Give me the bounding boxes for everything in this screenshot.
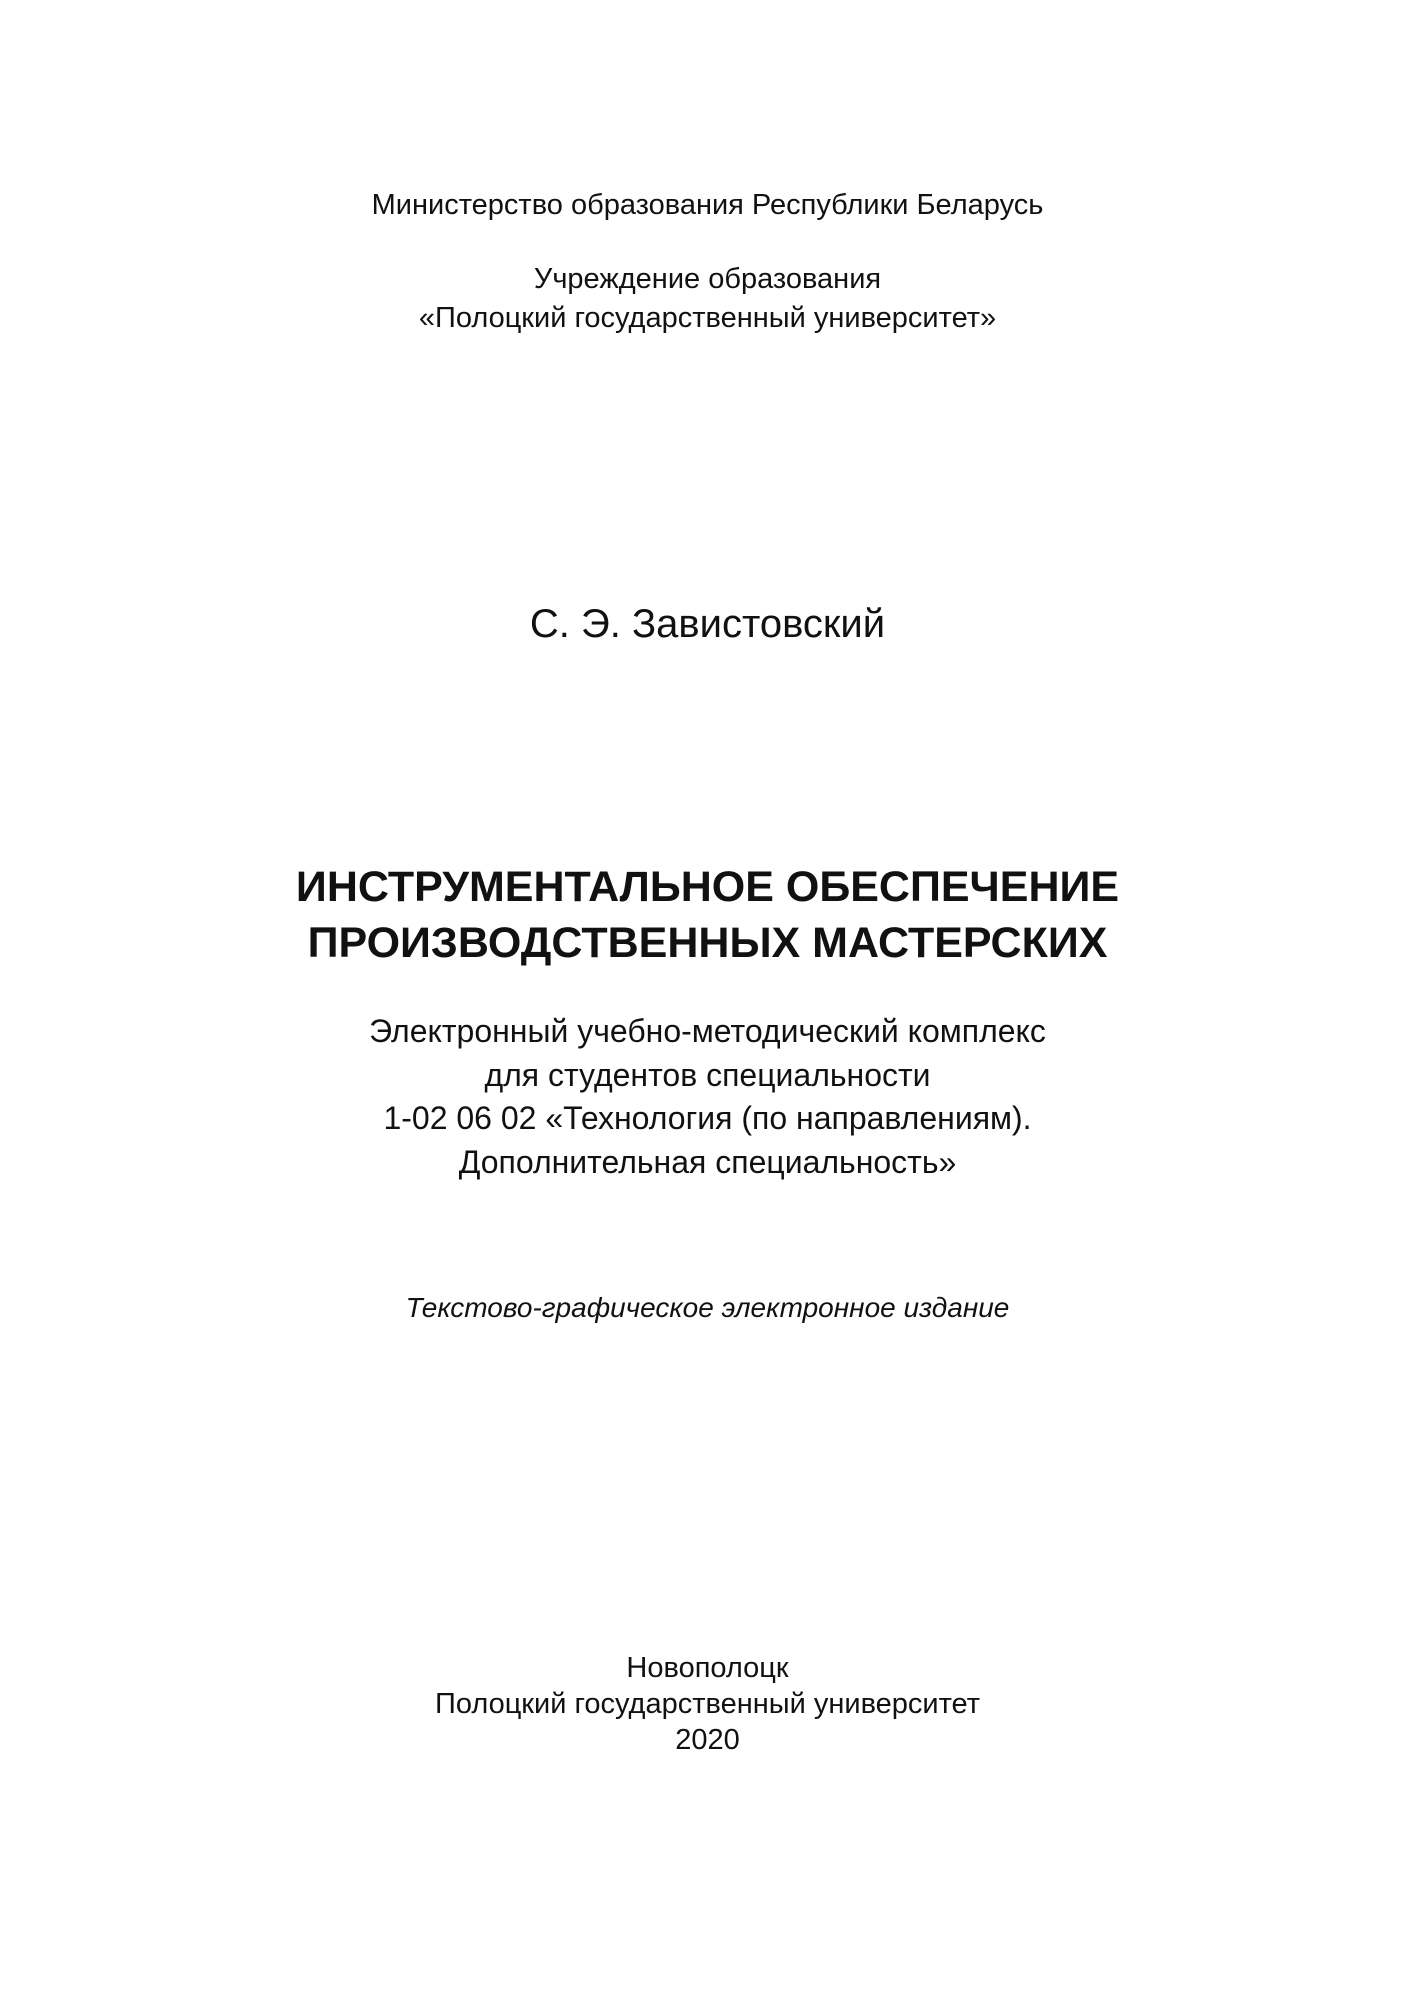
description-line-2: для студентов специальности [484, 1057, 931, 1093]
imprint-publisher: Полоцкий государственный университет [434, 1688, 981, 1720]
edition-type: Текстово-графическое электронное издание [405, 1292, 1010, 1323]
author-name: С. Э. Завистовский [529, 602, 886, 646]
description-line-1: Электронный учебно-методический комплекс [369, 1013, 1046, 1049]
institution-name: «Полоцкий государственный университет» [418, 302, 997, 334]
institution-type: Учреждение образования [533, 263, 882, 295]
description-line-3: 1-02 06 02 «Технология (по направлениям). [383, 1100, 1032, 1136]
ministry-name: Министерство образования Республики Беларусь [371, 189, 1044, 221]
description-line-4: Дополнительная специальность» [458, 1144, 957, 1180]
document-title-line-1: ИНСТРУМЕНТАЛЬНОЕ ОБЕСПЕЧЕНИЕ [295, 863, 1120, 911]
imprint-year: 2020 [675, 1724, 740, 1756]
document-title-line-2: ПРОИЗВОДСТВЕННЫХ МАСТЕРСКИХ [307, 919, 1108, 967]
imprint-city: Новополоцк [626, 1652, 789, 1684]
